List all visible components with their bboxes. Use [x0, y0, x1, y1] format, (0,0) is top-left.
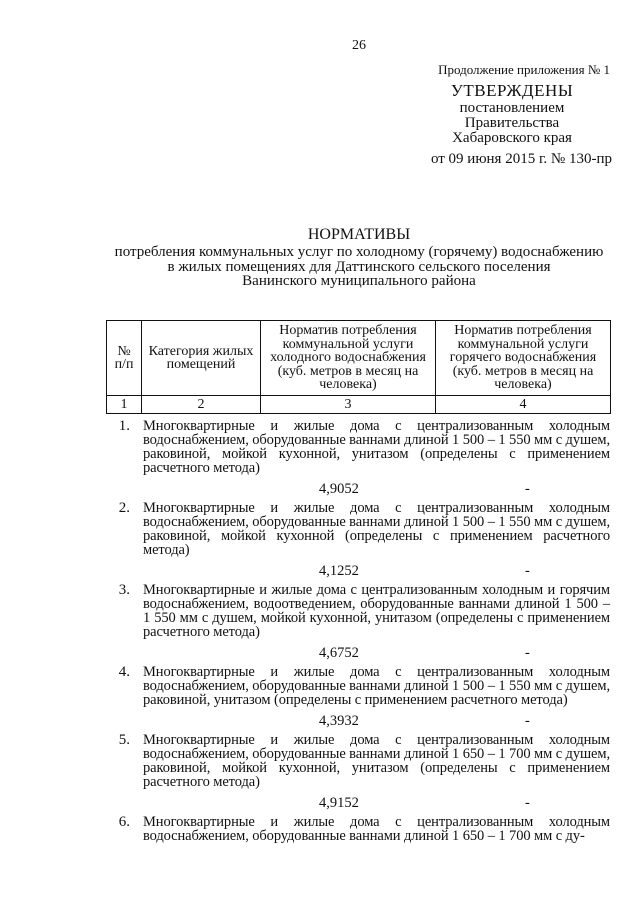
- norms-table-header: [106, 320, 611, 414]
- column-number: 1: [107, 396, 142, 414]
- column-number-row: [107, 396, 611, 414]
- hot-water-norm: -: [525, 481, 530, 497]
- approved-heading: УТВЕРЖДЕНЫ: [450, 81, 574, 100]
- item-values: [110, 789, 610, 815]
- document-title: НОРМАТИВЫ: [307, 226, 411, 243]
- item-values: [110, 557, 610, 583]
- column-number: 4: [436, 396, 611, 414]
- column-number: 3: [261, 396, 436, 414]
- subtitle-line-1: потребления коммунальных услуг по холодному (горячему) водоснабжению: [114, 244, 604, 260]
- appendix-continuation: Продолжение приложения № 1: [438, 62, 610, 77]
- item-category: Многоквартирные и жилые дома с централизованным холодным водоснабжением, оборудованные ваннами длиной 1 500 – 1 550 мм с душем, раковиной, мойкой кухонной, унитазом (определены с применением расчетного метода): [143, 418, 610, 476]
- cold-water-norm: 4,6752: [319, 645, 359, 661]
- approval-block: [412, 62, 612, 167]
- item-category: Многоквартирные и жилые дома с централизованным холодным водоснабжением, оборудованные ваннами длиной 1 650 – 1 700 мм с ду-: [143, 814, 610, 844]
- subtitle-line-2: в жилых помещениях для Даттинского сельского поселения: [167, 258, 551, 275]
- item-category: Многоквартирные и жилые дома с централизованным холодным водоснабжением, оборудованные ваннами длиной 1 500 – 1 550 мм с душем, раковиной, мойкой кухонной (определены с применением расчетного метода): [143, 500, 610, 558]
- header-cold-norm: Норматив потребления коммунальной услуги холодного водоснабжения (куб. метров в месяц на человека): [261, 321, 436, 396]
- document-subtitle: [100, 245, 618, 289]
- item-values: [110, 475, 610, 501]
- cold-water-norm: 4,3932: [319, 713, 359, 729]
- items-list: [110, 419, 610, 843]
- cold-water-norm: 4,1252: [319, 563, 359, 579]
- hot-water-norm: -: [525, 795, 530, 811]
- hot-water-norm: -: [525, 713, 530, 729]
- item-number: 5.: [118, 732, 130, 748]
- list-item: [110, 501, 610, 583]
- list-item: [110, 419, 610, 501]
- item-number: 2.: [118, 500, 130, 516]
- item-values: [110, 639, 610, 665]
- subtitle-line-3: Ванинского муниципального района: [242, 273, 476, 289]
- approval-line-1: постановлением: [459, 100, 565, 116]
- item-number: 4.: [118, 664, 130, 680]
- approval-line-2: Правительства: [464, 115, 560, 131]
- list-item: [110, 733, 610, 815]
- hot-water-norm: -: [525, 563, 530, 579]
- list-item: [110, 665, 610, 733]
- item-number: 6.: [118, 814, 130, 830]
- item-number: 1.: [118, 418, 130, 434]
- list-item: [110, 815, 610, 843]
- item-category: Многоквартирные и жилые дома с централизованным холодным водоснабжением, оборудованные ваннами длиной 1 500 – 1 550 мм с душем, раковиной, унитазом (определены с применением расчетного метода): [143, 664, 610, 708]
- cold-water-norm: 4,9152: [319, 795, 359, 811]
- item-category: Многоквартирные и жилые дома с централизованным холодным водоснабжением, оборудованные ваннами длиной 1 650 – 1 700 мм с душем, раковиной, мойкой кухонной, унитазом (определены с применением расчетного метода): [143, 732, 610, 790]
- item-number: 3.: [118, 582, 130, 598]
- item-category: Многоквартирные и жилые дома с централизованным холодным и горячим водоснабжением, водоотведением, оборудованные ваннами длиной 1 500 – 1 550 мм с душем, мойкой кухонной, унитазом (определены с применением расчетного метода): [143, 582, 610, 640]
- page-number: 26: [352, 38, 366, 53]
- header-row: [107, 321, 611, 396]
- approval-line-3: Хабаровского края: [452, 130, 572, 146]
- column-number: 2: [142, 396, 261, 414]
- header-category: Категория жилых помещений: [142, 321, 261, 396]
- header-hot-norm: Норматив потребления коммунальной услуги горячего водоснабжения (куб. метров в месяц на человека): [436, 321, 611, 396]
- header-number: № п/п: [107, 321, 142, 396]
- cold-water-norm: 4,9052: [319, 481, 359, 497]
- item-values: [110, 707, 610, 733]
- hot-water-norm: -: [525, 645, 530, 661]
- approval-date: от 09 июня 2015 г. № 130-пр: [430, 151, 612, 167]
- list-item: [110, 583, 610, 665]
